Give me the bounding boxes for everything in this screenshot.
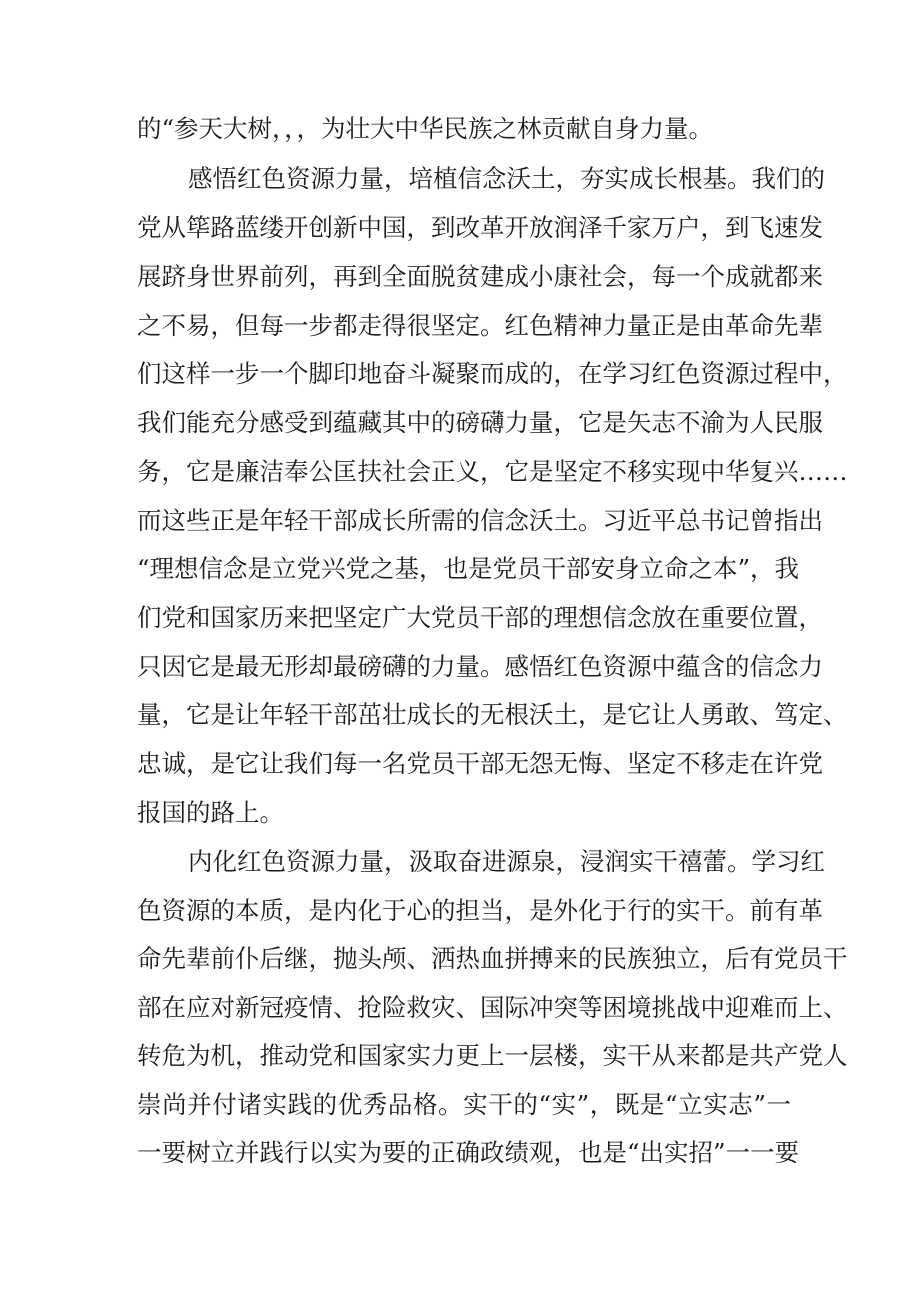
paragraph-line: 之不易，但每一步都走得很坚定。红色精神力量正是由革命先辈 [137, 311, 823, 340]
paragraph-line: 色资源的本质，是内化于心的担当，是外化于行的实干。前有革 [137, 896, 823, 925]
paragraph-line: 部在应对新冠疫情、抢险救灾、国际冲突等困境挑战中迎难而上、 [137, 993, 848, 1022]
paragraph-line: 们党和国家历来把坚定广大党员干部的理想信念放在重要位置， [137, 603, 823, 632]
paragraph-line: 务，它是廉洁奉公匡扶社会正义，它是坚定不移实现中华复兴…… [137, 457, 848, 486]
paragraph-line: 报国的路上。 [137, 798, 284, 827]
paragraph-line: 而这些正是年轻干部成长所需的信念沃土。习近平总书记曾指出 [137, 506, 823, 535]
paragraph-line: 崇尚并付诸实践的优秀品格。实干的“实”，既是“立实志”一 [137, 1090, 791, 1119]
paragraph-line: 忠诚，是它让我们每一名党员干部无怨无悔、坚定不移走在许党 [137, 749, 823, 778]
paragraph-line: 量，它是让年轻干部茁壮成长的无根沃土，是它让人勇敢、笃定、 [137, 700, 848, 729]
paragraph-line: 们这样一步一个脚印地奋斗凝聚而成的，在学习红色资源过程中， [137, 359, 848, 388]
paragraph-line: 展跻身世界前列，再到全面脱贫建成小康社会，每一个成就都来 [137, 262, 823, 291]
paragraph-line: 转危为机，推动党和国家实力更上一层楼，实干从来都是共产党人 [137, 1041, 848, 1070]
paragraph-line: 党从筚路蓝缕开创新中国，到改革开放润泽千家万户，到飞速发 [137, 213, 823, 242]
paragraph-line: “理想信念是立党兴党之基，也是党员干部安身立命之本”，我 [137, 554, 800, 583]
paragraph-line: 我们能充分感受到蕴藏其中的磅礴力量，它是矢志不渝为人民服 [137, 408, 823, 437]
paragraph-line: 命先辈前仆后继，抛头颅、洒热血拼搏来的民族独立，后有党员干 [137, 944, 848, 973]
paragraph-line: 一要树立并践行以实为要的正确政绩观，也是“出实招”一一要 [137, 1138, 800, 1167]
paragraph-line: 的“参天大树，，，为壮大中华民族之林贡献自身力量。 [137, 114, 714, 143]
paragraph-line: 感悟红色资源力量，培植信念沃土，夯实成长根基。我们的 [188, 164, 825, 193]
paragraph-line: 内化红色资源力量，汲取奋进源泉，浸润实干禧蕾。学习红 [188, 847, 825, 876]
paragraph-line: 只因它是最无形却最磅礴的力量。感悟红色资源中蕴含的信念力 [137, 652, 823, 681]
